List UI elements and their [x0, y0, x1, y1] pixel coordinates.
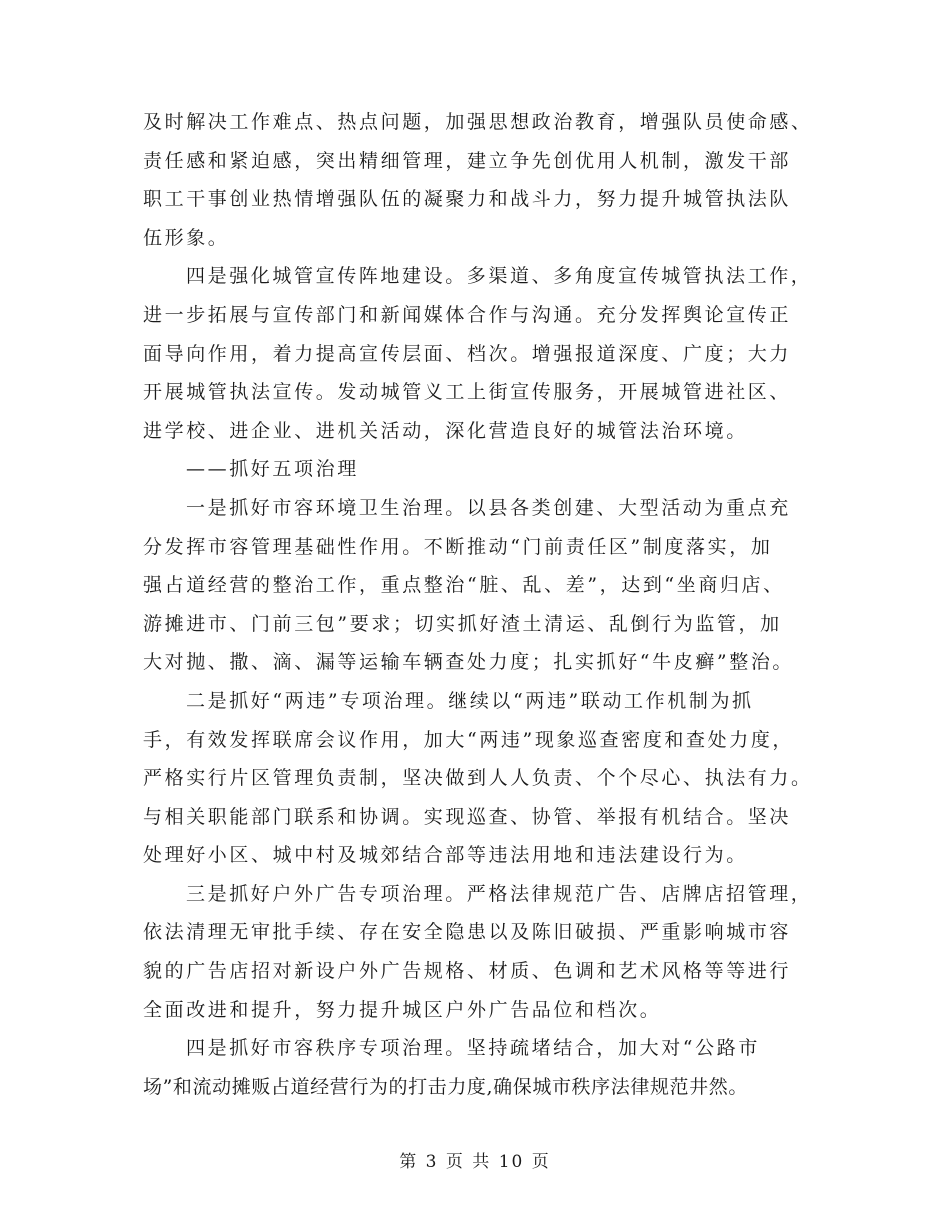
document-body [143, 103, 823, 1106]
text-line: 严格实行片区管理负责制，坚决做到人人负责、个个尽心、执法有力。 [143, 767, 813, 790]
text-line: 手，有效发挥联席会议作用，加大“两违”现象巡查密度和查处力度， [143, 728, 795, 751]
paragraph-start-line: 四是抓好市容秩序专项治理。坚持疏堵结合，加大对“公路市 [186, 1037, 760, 1060]
text-line: 游摊进市、门前三包”要求；切实抓好渣土清运、乱倒行为监管，加 [143, 612, 782, 635]
text-line: 进一步拓展与宣传部门和新闻媒体合作与沟通。充分发挥舆论宣传正 [143, 303, 792, 326]
paragraph-start-line: 四是强化城管宣传阵地建设。多渠道、多角度宣传城管执法工作， [186, 265, 813, 288]
text-line: 大对抛、撒、滴、漏等运输车辆查处力度；扎实抓好“牛皮癣”整治。 [143, 651, 795, 674]
text-line: 进学校、进企业、进机关活动，深化营造良好的城管法治环境。 [143, 419, 748, 442]
section-heading: ——抓好五项治理 [186, 458, 359, 481]
text-line: 场”和流动摊贩占道经营行为的打击力度,确保城市秩序法律规范井然。 [143, 1075, 748, 1098]
text-line: 貌的广告店招对新设户外广告规格、材质、色调和艺术风格等等进行 [143, 960, 792, 983]
text-line: 开展城管执法宣传。发动城管义工上街宣传服务，开展城管进社区、 [143, 381, 792, 404]
text-line: 伍形象。 [143, 226, 230, 249]
page-number: 第 3 页 共 10 页 [399, 1152, 551, 1172]
text-line: 依法清理无审批手续、存在安全隐患以及陈旧破损、严重影响城市容 [143, 921, 792, 944]
text-line: 处理好小区、城中村及城郊结合部等违法用地和违法建设行为。 [143, 844, 748, 867]
text-line: 与相关职能部门联系和协调。实现巡查、协管、举报有机结合。坚决 [143, 805, 792, 828]
paragraph-start-line: 二是抓好“两违”专项治理。继续以“两违”联动工作机制为抓 [186, 689, 754, 712]
text-line: 全面改进和提升，努力提升城区户外广告品位和档次。 [143, 998, 662, 1021]
text-line: 职工干事创业热情增强队伍的凝聚力和战斗力，努力提升城管执法队 [143, 188, 792, 211]
text-line: 及时解决工作难点、热点问题，加强思想政治教育，增强队员使命感、 [143, 111, 813, 133]
text-line: 分发挥市容管理基础性作用。不断推动“门前责任区”制度落实，加 [143, 535, 773, 558]
paragraph-start-line: 三是抓好户外广告专项治理。严格法律规范广告、店牌店招管理， [186, 882, 813, 905]
text-line: 强占道经营的整治工作，重点整治“脏、乱、差”，达到“坐商归店、 [143, 574, 785, 597]
paragraph-start-line: 一是抓好市容环境卫生治理。以县各类创建、大型活动为重点充 [186, 496, 791, 519]
text-line: 责任感和紧迫感，突出精细管理，建立争先创优用人机制，激发干部 [143, 149, 792, 172]
text-line: 面导向作用，着力提高宣传层面、档次。增强报道深度、广度；大力 [143, 342, 792, 365]
